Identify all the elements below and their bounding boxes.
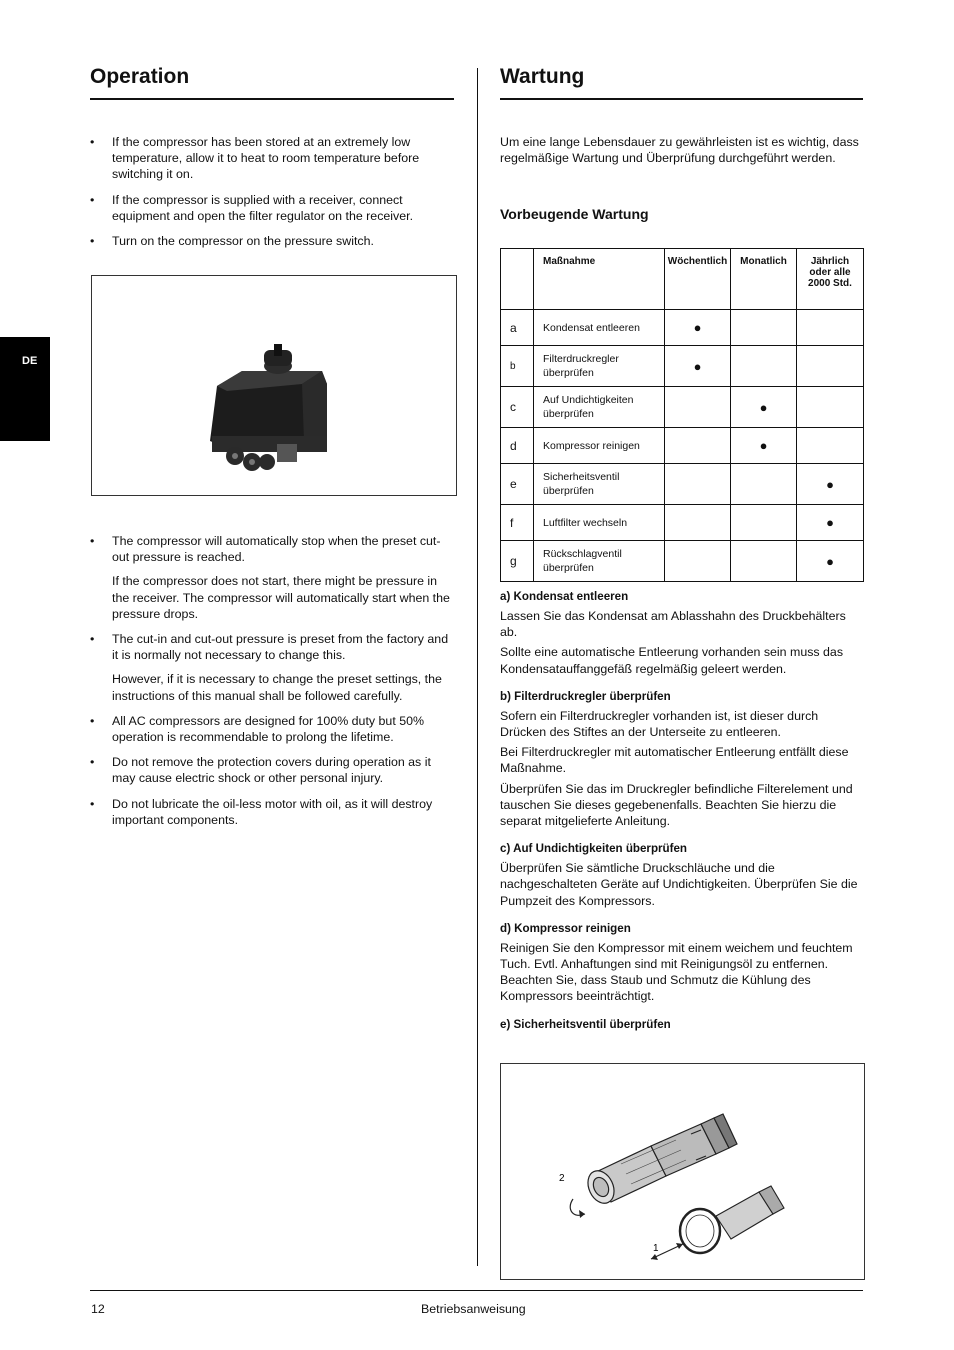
- operation-bullet-item: [90, 233, 454, 249]
- table-cell-mark: [797, 387, 864, 428]
- operation-bullet-item: [90, 796, 454, 828]
- footer-rule: [90, 1290, 863, 1291]
- operation-bullet-item: [90, 631, 454, 704]
- table-row: [501, 387, 864, 428]
- table-row: [501, 310, 864, 346]
- figure-label-1: 1: [653, 1243, 659, 1254]
- table-header-key: [501, 249, 534, 310]
- bullet-text: Do not lubricate the oil-less motor with oil, as it will destroy important components.: [112, 796, 433, 827]
- section-paragraph: Bei Filterdruckregler mit automatischer Entleerung entfällt diese Maßnahme.: [500, 745, 849, 776]
- table-header-weekly: Wöchentlich: [665, 249, 731, 310]
- table-cell-mark: [665, 464, 731, 505]
- bullet-text: Do not remove the protection covers during operation as it may cause electric shock or other personal injury.: [112, 755, 431, 786]
- table-header-yearly: Jährlich oder alle 2000 Std.: [797, 249, 864, 310]
- maintenance-section: [500, 590, 864, 677]
- maintenance-table: [500, 248, 864, 582]
- bullet-glyph: •: [90, 713, 95, 728]
- table-cell-mark: [665, 346, 731, 387]
- table-header-monthly: Monatlich: [731, 249, 797, 310]
- wartung-intro: Um eine lange Lebensdauer zu gewährleisten ist es wichtig, dass regelmäßige Wartung und Überprüfung durchgeführt werden.: [500, 135, 859, 166]
- schedule-dot: ●: [693, 358, 702, 374]
- table-cell-mark: [731, 505, 797, 541]
- operation-bullets-top: [90, 134, 454, 258]
- operation-bullets-bottom: [90, 533, 454, 837]
- table-row-action: Sicherheitsventil überprüfen: [534, 464, 665, 505]
- bullet-glyph: •: [90, 632, 95, 647]
- section-title: e) Sicherheitsventil überprüfen: [500, 1017, 671, 1031]
- section-paragraph: Sofern ein Filterdruckregler vorhanden ist, ist dieser durch Drücken des Stiftes an der Unterseite zu entleeren.: [500, 708, 819, 740]
- operation-heading: Operation: [90, 65, 190, 88]
- schedule-dot: ●: [826, 476, 834, 492]
- table-row-key: g: [501, 541, 534, 582]
- table-row: [501, 428, 864, 464]
- table-cell-mark: [731, 387, 797, 428]
- table-cell-mark: [665, 387, 731, 428]
- operation-bullet-item: [90, 533, 454, 622]
- table-row-action: Luftfilter wechseln: [534, 505, 665, 541]
- column-divider: [477, 68, 478, 1266]
- footer-title: Betriebsanweisung: [421, 1302, 526, 1316]
- table-cell-mark: [797, 310, 864, 346]
- bullet-text: If the compressor has been stored at an extremely low temperature, allow it to heat to room temperature before switching it on.: [112, 135, 420, 182]
- maintenance-sections: [500, 590, 864, 1044]
- pressure-switch-figure: [91, 275, 457, 496]
- operation-bullet-item: [90, 192, 454, 224]
- pressure-switch-illustration: [92, 276, 456, 495]
- table-cell-mark: [797, 346, 864, 387]
- bullet-continuation: However, if it is necessary to change the preset settings, the instructions of this manual shall be followed carefully.: [112, 672, 442, 703]
- bullet-text: The compressor will automatically stop when the preset cut-out pressure is reached.: [112, 534, 441, 565]
- table-cell-mark: [665, 428, 731, 464]
- page-number: 12: [91, 1302, 105, 1316]
- table-cell-mark: [665, 541, 731, 582]
- operation-bullet-item: [90, 713, 454, 745]
- table-cell-mark: [797, 505, 864, 541]
- schedule-dot: ●: [759, 399, 768, 415]
- table-cell-mark: [731, 346, 797, 387]
- operation-bullet-item: [90, 754, 454, 786]
- bullet-glyph: •: [90, 534, 95, 548]
- section-title: c) Auf Undichtigkeiten überprüfen: [500, 842, 688, 856]
- schedule-dot: ●: [826, 515, 834, 530]
- language-tab: [0, 337, 50, 441]
- bullet-glyph: •: [90, 135, 95, 149]
- section-paragraph: Lassen Sie das Kondensat am Ablasshahn des Druckbehälters ab.: [500, 609, 846, 640]
- section-paragraph: Reinigen Sie den Kompressor mit einem weichem und feuchtem Tuch. Evtl. Anhaftungen sind mit Reinigungsöl zu entfernen. Beachten Sie, dass Staub und Schmutz die Kühlung des Kompressors beeinträchtigt.: [500, 940, 853, 1004]
- section-title: a) Kondensat entleeren: [500, 590, 629, 603]
- wartung-heading-rule: [500, 98, 863, 100]
- operation-heading-rule: [90, 98, 454, 100]
- schedule-dot: ●: [693, 320, 702, 335]
- figure-label-2: 2: [559, 1173, 565, 1184]
- bullet-text: All AC compressors are designed for 100% duty but 50% operation is recommendable to prolong the lifetime.: [112, 713, 424, 745]
- safety-valve-illustration: [501, 1064, 864, 1279]
- section-paragraph: Überprüfen Sie das im Druckregler befindliche Filterelement und tauschen Sie dieses gegebenenfalls. Beachten Sie hierzu die separat mitgelieferte Anleitung.: [500, 781, 853, 829]
- section-title: b) Filterdruckregler überprüfen: [500, 689, 671, 703]
- maintenance-section: [500, 690, 864, 829]
- bullet-glyph: •: [90, 192, 95, 207]
- table-row: [501, 346, 864, 387]
- table-row-action: Auf Undichtigkeiten überprüfen: [534, 387, 665, 428]
- safety-valve-figure: [500, 1063, 865, 1280]
- preventive-maintenance-heading: Vorbeugende Wartung: [500, 206, 649, 222]
- bullet-glyph: •: [90, 796, 95, 811]
- maintenance-section: [500, 922, 864, 1005]
- maintenance-section: [500, 842, 864, 909]
- table-cell-mark: [731, 310, 797, 346]
- bullet-text: If the compressor is supplied with a receiver, connect equipment and open the filter regulator on the receiver.: [112, 192, 414, 223]
- table-row-key: d: [501, 428, 534, 464]
- table-cell-mark: [731, 428, 797, 464]
- schedule-dot: ●: [826, 553, 834, 569]
- language-tab-label: DE: [22, 355, 38, 367]
- bullet-continuation: If the compressor does not start, there might be pressure in the receiver. The compressor will automatically start when the pressure drops.: [112, 574, 450, 621]
- table-row-key: f: [501, 505, 534, 541]
- table-row-action: Kondensat entleeren: [534, 310, 665, 346]
- table-row: [501, 464, 864, 505]
- section-paragraph: Überprüfen Sie sämtliche Druckschläuche und die nachgeschalteten Geräte auf Undichtigkeiten. Überprüfen Sie die Pumpzeit des Kompressors.: [500, 861, 858, 908]
- schedule-dot: ●: [759, 438, 768, 453]
- table-cell-mark: [797, 541, 864, 582]
- maintenance-section: [500, 1018, 864, 1031]
- table-row-action: Rückschlagventil überprüfen: [534, 541, 665, 582]
- wartung-heading: Wartung: [500, 65, 585, 88]
- table-row-action: Kompressor reinigen: [534, 428, 665, 464]
- table-cell-mark: [665, 505, 731, 541]
- bullet-text: Turn on the compressor on the pressure switch.: [112, 234, 374, 249]
- table-row-key: e: [501, 464, 534, 505]
- table-cell-mark: [665, 310, 731, 346]
- bullet-text: The cut-in and cut-out pressure is preset from the factory and it is normally not necessary to change this.: [112, 632, 449, 663]
- bullet-glyph: •: [90, 755, 95, 770]
- bullet-glyph: •: [90, 234, 95, 249]
- table-row-key: b: [501, 346, 534, 387]
- section-paragraph: Sollte eine automatische Entleerung vorhanden sein muss das Kondensatauffanggefäß regelmäßig geleert werden.: [500, 645, 844, 676]
- table-cell-mark: [731, 464, 797, 505]
- table-row-key: c: [501, 387, 534, 428]
- table-cell-mark: [731, 541, 797, 582]
- table-row-action: Filterdruckregler überprüfen: [534, 346, 665, 387]
- operation-bullet-item: [90, 134, 454, 183]
- table-cell-mark: [797, 428, 864, 464]
- table-row: [501, 505, 864, 541]
- table-cell-mark: [797, 464, 864, 505]
- section-title: d) Kompressor reinigen: [500, 921, 631, 935]
- table-header-action: Maßnahme: [534, 249, 665, 310]
- maintenance-table-header: [501, 249, 864, 310]
- table-row: [501, 541, 864, 582]
- table-row-key: a: [501, 310, 534, 346]
